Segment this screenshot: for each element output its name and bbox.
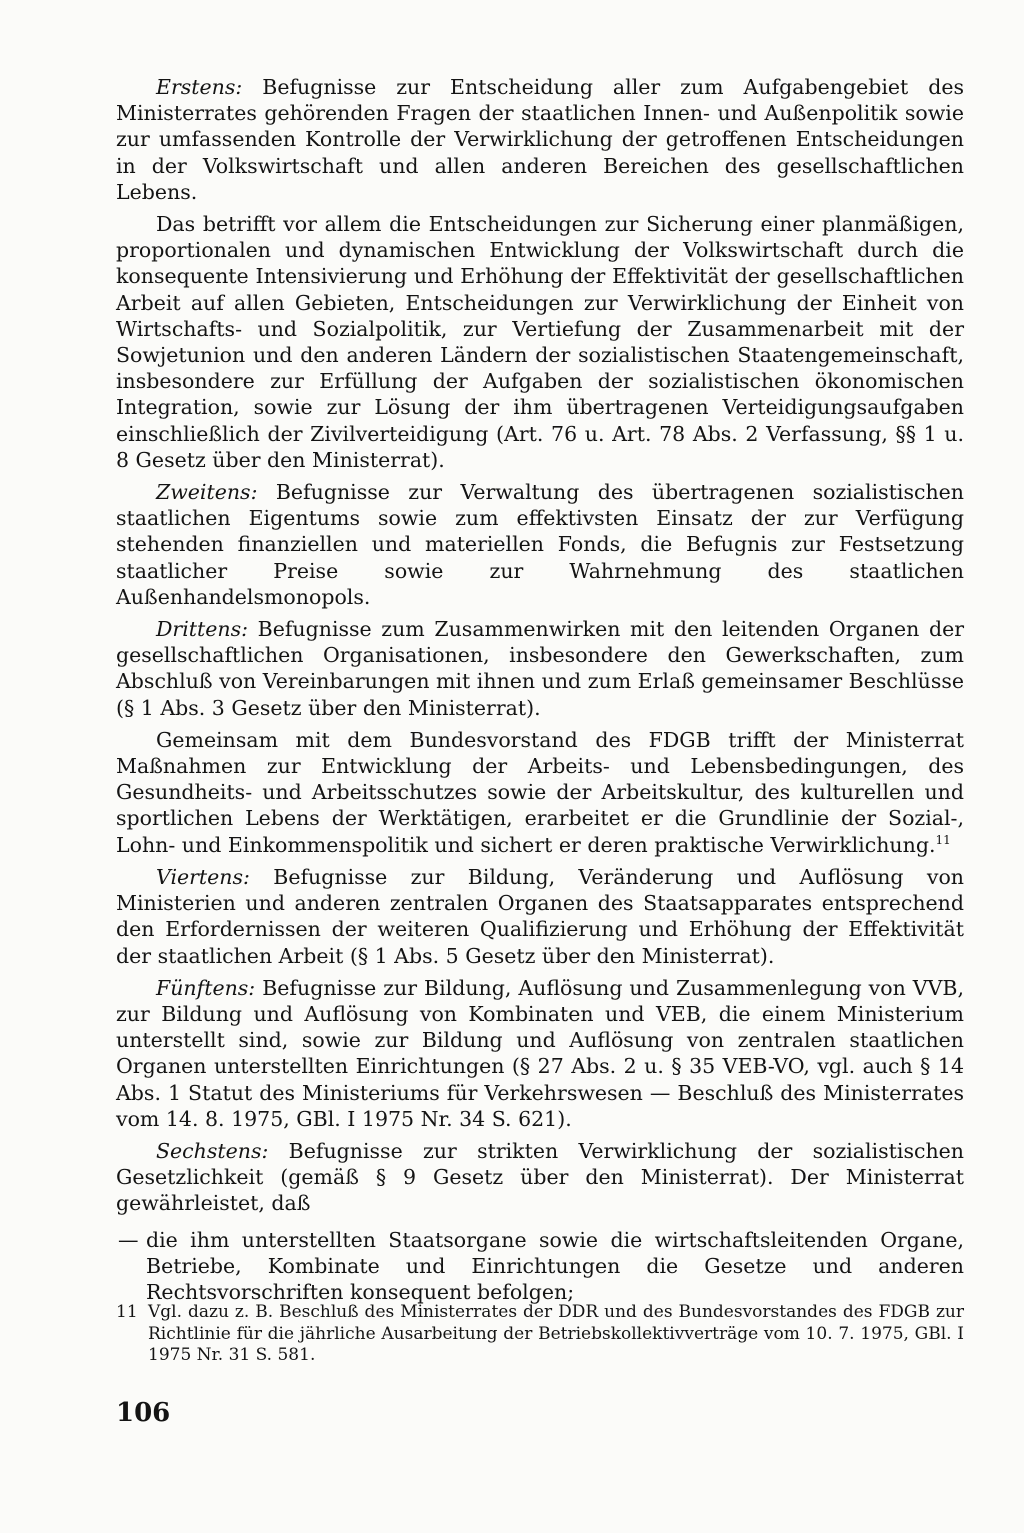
- paragraph-drittens: [116, 616, 964, 721]
- paragraph-text: Befugnisse zur strikten Verwirklichung der sozialistischen Gesetzlichkeit (gemäß § 9 Gesetz über den Ministerrat). Der Ministerrat gewährleistet, daß: [116, 1138, 964, 1216]
- paragraph-zweitens: [116, 479, 964, 610]
- paragraph-lead: Erstens:: [156, 75, 243, 99]
- paragraph-viertens: [116, 864, 964, 969]
- paragraph-lead: Zweitens:: [156, 480, 258, 505]
- paragraph-fuenftens: [116, 975, 964, 1132]
- paragraph-lead: Fünftens:: [156, 975, 256, 1000]
- footnote-text: Vgl. dazu z. B. Beschluß des Ministerrates der DDR und des Bundesvorstandes des FDGB zur Richtlinie für die jährliche Ausarbeitung der Betriebskollektivverträge vom 10. 7. 1975, GBl. I 1975 Nr. 31 S. 581.: [148, 1302, 964, 1365]
- paragraph-text: Befugnisse zur Bildung, Veränderung und Auflösung von Ministerien und anderen zentralen Organen des Staatsapparates entsprechend den Erfordernissen der weiteren Qualifizierung und Erhöhung der Effektivität der staatlichen Arbeit (§ 1 Abs. 5 Gesetz über den Ministerrat).: [116, 864, 964, 968]
- page-number: 106: [116, 1398, 171, 1428]
- paragraph-text: Gemeinsam mit dem Bundesvorstand des FDGB trifft der Ministerrat Maßnahmen zur Entwicklung der Arbeits- und Lebensbedingungen, des Gesundheits- und Arbeitsschutzes sowie der Arbeitskultur, des kulturellen und sportlichen Lebens der Werktätigen, erarbeitet er die Grundlinie der Sozial-, Lohn- und Einkommenspolitik und sichert er deren praktische Verwirklichung.: [116, 727, 964, 857]
- paragraph-lead: Viertens:: [156, 864, 250, 889]
- dash-list-text: die ihm unterstellten Staatsorgane sowie die wirtschaftsleitenden Organe, Betriebe, Kombinate und Einrichtungen die Gesetze und anderen Rechtsvorschriften konsequent befolgen;: [146, 1227, 964, 1304]
- paragraph-explanation: [116, 211, 964, 473]
- paragraph-lead: Drittens:: [156, 617, 249, 642]
- paragraph-text: Befugnisse zur Verwaltung des übertragenen sozialistischen staatlichen Eigentums sowie zum effektivsten Einsatz der zur Verfügung stehenden finanziellen und materiellen Fonds, die Befugnis zur Festsetzung staatlicher Preise sowie zur Wahrnehmung des staatlichen Außenhandelsmonopols.: [116, 480, 964, 609]
- paragraph-erstens: [116, 74, 964, 205]
- paragraph-text: Das betrifft vor allem die Entscheidungen zur Sicherung einer planmäßigen, proportionalen und dynamischen Entwicklung der Volkswirtschaft durch die konsequente Intensivierung und Erhöhung der Effektivität der gesellschaftlichen Arbeit auf allen Gebieten, Entscheidungen zur Verwirklichung der Einheit von Wirtschafts- und Sozialpolitik, zur Vertiefung der Zusammenarbeit mit der Sowjetunion und den anderen Ländern der sozialistischen Staatengemeinschaft, insbesondere zur Erfüllung der Aufgaben der sozialistischen ökonomischen Integration, sowie zur Lösung der ihm übertragenen Verteidigungsaufgaben einschließlich der Zivilverteidigung (Art. 76 u. Art. 78 Abs. 2 Verfassung, §§ 1 u. 8 Gesetz über den Ministerrat).: [116, 212, 964, 472]
- paragraph-text: Befugnisse zum Zusammenwirken mit den leitenden Organen der gesellschaftlichen Organisationen, insbesondere den Gewerkschaften, zum Abschluß von Vereinbarungen mit ihnen und zum Erlaß gemeinsamer Beschlüsse (§ 1 Abs. 3 Gesetz über den Ministerrat).: [116, 617, 964, 720]
- footnote-number: 11: [116, 1302, 138, 1322]
- dash-bullet: —: [118, 1227, 139, 1252]
- paragraph-text: Befugnisse zur Entscheidung aller zum Aufgabengebiet des Ministerrates gehörenden Fragen der staatlichen Innen- und Außenpolitik sowie zur umfassenden Kontrolle der Verwirklichung der getroffenen Entscheidungen in der Volkswirtschaft und allen anderen Bereichen des gesellschaftlichen Lebens.: [116, 75, 964, 204]
- paragraph-text: Befugnisse zur Bildung, Auflösung und Zusammenlegung von VVB, zur Bildung und Auflösung von Kombinaten und VEB, die einem Ministerium unterstellt sind, sowie zur Bildung und Auflösung von zentralen staatlichen Organen unterstellten Einrichtungen (§ 27 Abs. 2 u. § 35 VEB-VO, vgl. auch § 14 Abs. 1 Statut des Ministeriums für Verkehrswesen — Beschluß des Ministerrates vom 14. 8. 1975, GBl. I 1975 Nr. 34 S. 621).: [116, 975, 964, 1131]
- footnote-reference[interactable]: 11: [935, 832, 951, 847]
- paragraph-lead: Sechstens:: [156, 1138, 269, 1163]
- paragraph-sechstens: [116, 1138, 964, 1217]
- dash-list-item: [116, 1227, 964, 1306]
- page-body: [116, 74, 964, 1305]
- footnote: [116, 1302, 964, 1367]
- paragraph-fdgb: [116, 727, 964, 858]
